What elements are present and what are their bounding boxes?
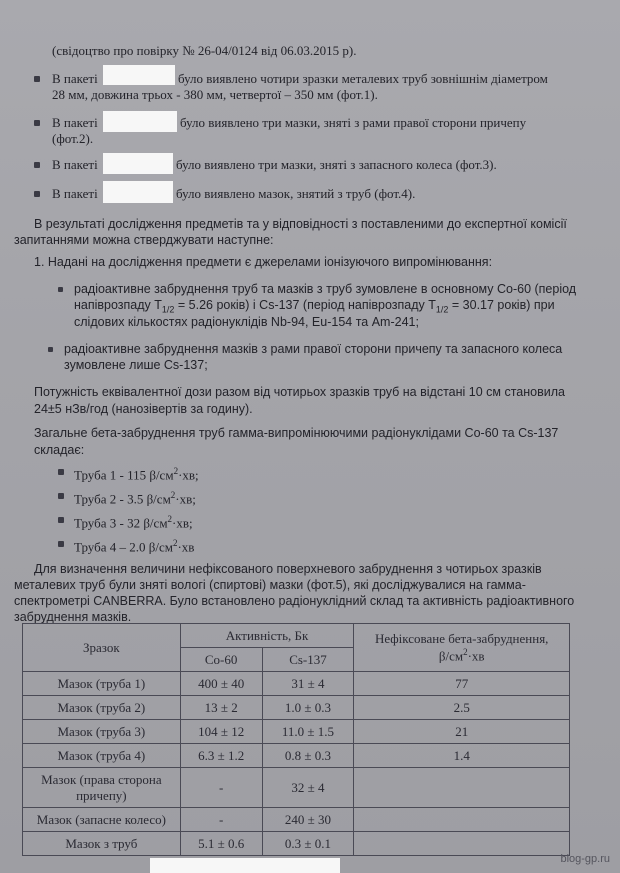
swab-line-3: спектрометрі CANBERRA. Було встановлено радіонуклідний склад та активність радіоактивного <box>14 594 575 608</box>
cell-sample: Мазок (труба 3) <box>23 720 181 744</box>
cell-co60: 5.1 ± 0.6 <box>180 832 262 856</box>
results-line-1: В результаті дослідження предметів та у відповідності з поставленими до експертної комісії <box>34 217 567 231</box>
cell-co60: 6.3 ± 1.2 <box>180 744 262 768</box>
tube-4: Труба 4 – 2.0 $\beta/см^2\cdot хв$ <box>74 538 195 555</box>
cell-co60: - <box>180 808 262 832</box>
intro-line: (свідоцтво про повірку № 26-04/0124 від 06.03.2015 р). <box>52 43 357 58</box>
table-row <box>23 832 570 856</box>
table-row <box>23 696 570 720</box>
sub2-line-1: радіоактивне забруднення мазків з рами правої сторони причепу та запасного колеса <box>64 342 563 356</box>
header-activity: Активність, Бк <box>180 624 354 648</box>
cell-beta: 2.5 <box>354 696 570 720</box>
cell-sample: Мазок (труба 2) <box>23 696 181 720</box>
bullet-icon <box>34 191 40 197</box>
tube-1: Труба 1 - 115 $\beta/см^2\cdot хв$; <box>74 466 199 483</box>
swab-line-4: забруднення мазків. <box>14 610 132 624</box>
table-row <box>23 768 570 808</box>
cell-beta: 21 <box>354 720 570 744</box>
results-line-2: запитаннями можна стверджувати наступне: <box>14 233 274 247</box>
bullet-icon <box>58 493 64 499</box>
beta-line-2: складає: <box>34 443 85 457</box>
cell-co60: 104 ± 12 <box>180 720 262 744</box>
cell-sample: Мазок (труба 4) <box>23 744 181 768</box>
redaction-box <box>103 181 173 203</box>
redaction-box <box>103 153 173 174</box>
cell-sample: Мазок (права сторона причепу) <box>23 768 181 808</box>
cell-beta: 77 <box>354 672 570 696</box>
item-2-cont: (фот.2). <box>52 131 94 146</box>
cell-cs137: 1.0 ± 0.3 <box>262 696 354 720</box>
table-row <box>23 672 570 696</box>
power-line-1: Потужність еквівалентної дози разом від чотирьох зразків труб на відстані 10 см становила <box>34 385 565 399</box>
cell-beta <box>354 808 570 832</box>
cell-co60: 400 ± 40 <box>180 672 262 696</box>
tube-3: Труба 3 - 32 $\beta/см^2\cdot хв$; <box>74 514 193 531</box>
bullet-icon <box>48 347 53 352</box>
header-sample: Зразок <box>23 624 181 672</box>
cell-cs137: 0.8 ± 0.3 <box>262 744 354 768</box>
cell-cs137: 11.0 ± 1.5 <box>262 720 354 744</box>
activity-table <box>22 623 570 856</box>
bullet-icon <box>58 469 64 475</box>
item-2-pre: В пакеті <box>52 115 98 130</box>
swab-line-1: Для визначення величини нефіксованого поверхневого забруднення з чотирьох зразків <box>34 562 542 576</box>
item-2-post: було виявлено три мазки, зняті з рами правої сторони причепу <box>180 115 527 130</box>
bullet-icon <box>58 541 64 547</box>
power-line-2: 24±5 нЗв/год (нанозівертів за годину). <box>34 402 253 416</box>
cell-co60: 13 ± 2 <box>180 696 262 720</box>
beta-line-1: Загальне бета-забруднення труб гамма-випромінюючими радіонуклідами Co-60 та Cs-137 <box>34 426 559 440</box>
sub2-line-2: зумовлене лише Cs-137; <box>64 358 208 372</box>
redaction-box <box>150 858 340 873</box>
cell-cs137: 32 ± 4 <box>262 768 354 808</box>
bullet-icon <box>58 287 63 292</box>
item-4-pre: В пакеті <box>52 186 98 201</box>
item-4-post: було виявлено мазок, знятий з труб (фот.4). <box>176 186 416 201</box>
bullet-icon <box>34 76 40 82</box>
sub1-line-1: радіоактивне забруднення труб та мазків з труб зумовлене в основному Co-60 (період <box>74 282 577 296</box>
item-1-pre: В пакеті <box>52 71 98 86</box>
header-cs137: Cs-137 <box>262 648 354 672</box>
item-3-post: було виявлено три мазки, зняті з запасного колеса (фот.3). <box>176 157 497 172</box>
cell-cs137: 240 ± 30 <box>262 808 354 832</box>
item-3-pre: В пакеті <box>52 157 98 172</box>
item-1-cont: 28 мм, довжина трьох - 380 мм, четвертої – 350 мм (фот.1). <box>52 87 378 102</box>
item-1-post: було виявлено чотири зразки металевих труб зовнішнім діаметром <box>178 71 548 86</box>
sub1-line-2: напіврозпаду $T_{1/2} = 5.26$ років) і Cs-137 (період напіврозпаду $T_{1/2} = 30.17$ років) при <box>74 298 555 315</box>
redaction-box <box>103 111 177 132</box>
table-row <box>23 720 570 744</box>
table-row <box>23 808 570 832</box>
tube-2: Труба 2 - 3.5 $\beta/см^2\cdot хв$; <box>74 490 196 507</box>
bullet-icon <box>58 517 64 523</box>
cell-beta <box>354 768 570 808</box>
cell-cs137: 0.3 ± 0.1 <box>262 832 354 856</box>
cell-beta: 1.4 <box>354 744 570 768</box>
redaction-box <box>103 65 175 85</box>
watermark: blog-gp.ru <box>560 853 610 865</box>
bullet-icon <box>34 162 40 168</box>
cell-co60: - <box>180 768 262 808</box>
point-1: 1. Надані на дослідження предмети є джерелами іонізуючого випромінювання: <box>34 255 493 269</box>
cell-sample: Мазок (запасне колесо) <box>23 808 181 832</box>
swab-line-2: металевих труб були зняті вологі (спиртові) мазки (фот.5), які досліджувалися на гамма- <box>14 578 526 592</box>
sub1-line-3: слідових кількостях радіонуклідів Nb-94, Eu-154 та Am-241; <box>74 315 419 329</box>
cell-cs137: 31 ± 4 <box>262 672 354 696</box>
cell-beta <box>354 832 570 856</box>
bullet-icon <box>34 120 40 126</box>
header-co60: Co-60 <box>180 648 262 672</box>
table-row <box>23 744 570 768</box>
cell-sample: Мазок (труба 1) <box>23 672 181 696</box>
cell-sample: Мазок з труб <box>23 832 181 856</box>
header-beta: Нефіксоване бета-забруднення, $\beta/см^2\cdot хв$ <box>354 624 570 672</box>
